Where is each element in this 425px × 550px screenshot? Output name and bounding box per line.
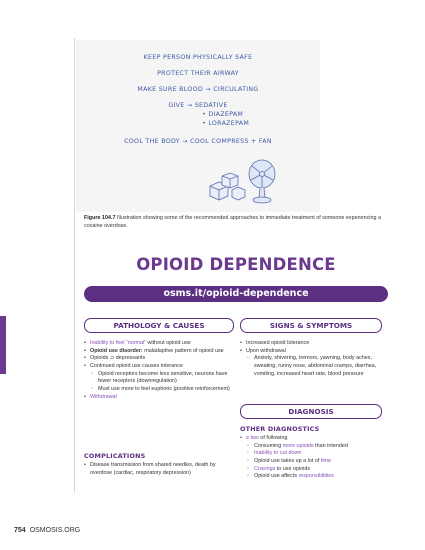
figure-line: KEEP PERSON PHYSICALLY SAFE [143, 54, 253, 61]
list-subitem: ◦ Anxiety, shivering, tremors, yawning, body aches, sweating, runny nose, abdominal cramps, diarrhea, vomiting, increased heart rate, blood pressure [240, 355, 388, 378]
signs-list [240, 340, 388, 378]
list-subitem: ◦ Opioid use takes up a lot of time [240, 458, 388, 466]
figure-line: • DIAZEPAM [202, 111, 244, 118]
figure-line: COOL THE BODY → COOL COMPRESS + FAN [124, 138, 272, 145]
caption-text: Illustration showing some of the recommended approaches to immediate treatment of someone experiencing a cocaine overdose. [84, 215, 381, 230]
ice-cubes-icon [210, 173, 245, 200]
list-item: • ≥ two of following [240, 435, 388, 443]
pathology-list [84, 340, 234, 401]
list-item: • Continued opioid use causes tolerance [84, 363, 234, 371]
complications-list [84, 462, 234, 477]
diagnosis-heading: DIAGNOSIS [240, 404, 382, 419]
caption-label: Figure 104.7 [84, 215, 116, 221]
figure-illustration [76, 40, 320, 212]
list-subitem: ◦ Cravings to use opioids [240, 466, 388, 474]
list-item: • Disease transmission from shared needles, death by overdose (cardiac, respiratory depression) [84, 462, 234, 477]
list-subitem: ◦ Opioid use affects responsibilities [240, 473, 388, 481]
list-item: • Opioids ⊃ depressants [84, 355, 234, 363]
fan-icon [249, 160, 275, 203]
complications-heading: COMPLICATIONS [84, 452, 146, 460]
figure-line: PROTECT THEIR AIRWAY [157, 70, 239, 77]
list-subitem: ◦ Opioid receptors become less sensitive, neurons have fewer receptors (downregulation) [84, 371, 234, 386]
pathology-heading: PATHOLOGY & CAUSES [84, 318, 234, 333]
list-subitem: ◦ Inability to cut down [240, 450, 388, 458]
url-link[interactable]: osms.it/opioid-dependence [84, 286, 388, 302]
ice-and-fan-drawing [204, 156, 284, 206]
list-item: • Inability to feel “normal” without opioid use [84, 340, 234, 348]
chapter-tab [0, 316, 6, 374]
diagnosis-list [240, 435, 388, 481]
page-footer [14, 527, 80, 534]
figure-line: • LORAZEPAM [202, 120, 250, 127]
list-subitem: ◦ Must use more to feel euphoric (positive reinforcement) [84, 386, 234, 394]
page-number: 754 [14, 527, 26, 534]
list-item: • Withdrawal [84, 394, 234, 402]
brand-name: OSMOSIS.ORG [29, 527, 81, 534]
signs-heading: SIGNS & SYMPTOMS [240, 318, 382, 333]
margin-rule [74, 38, 75, 493]
page-title: OPIOID DEPENDENCE [136, 255, 336, 274]
list-item: • Upon withdrawal [240, 348, 388, 356]
list-item: • Opioid use disorder: maladaptive pattern of opioid use [84, 348, 234, 356]
figure-caption [84, 214, 388, 230]
list-subitem: ◦ Consuming more opioids than intended [240, 443, 388, 451]
figure-line: MAKE SURE BLOOD → CIRCULATING [137, 86, 259, 93]
other-diagnostics-heading: OTHER DIAGNOSTICS [240, 425, 320, 433]
list-item: • Increased opioid tolerance [240, 340, 388, 348]
figure-line: GIVE → SEDATIVE [168, 102, 228, 109]
